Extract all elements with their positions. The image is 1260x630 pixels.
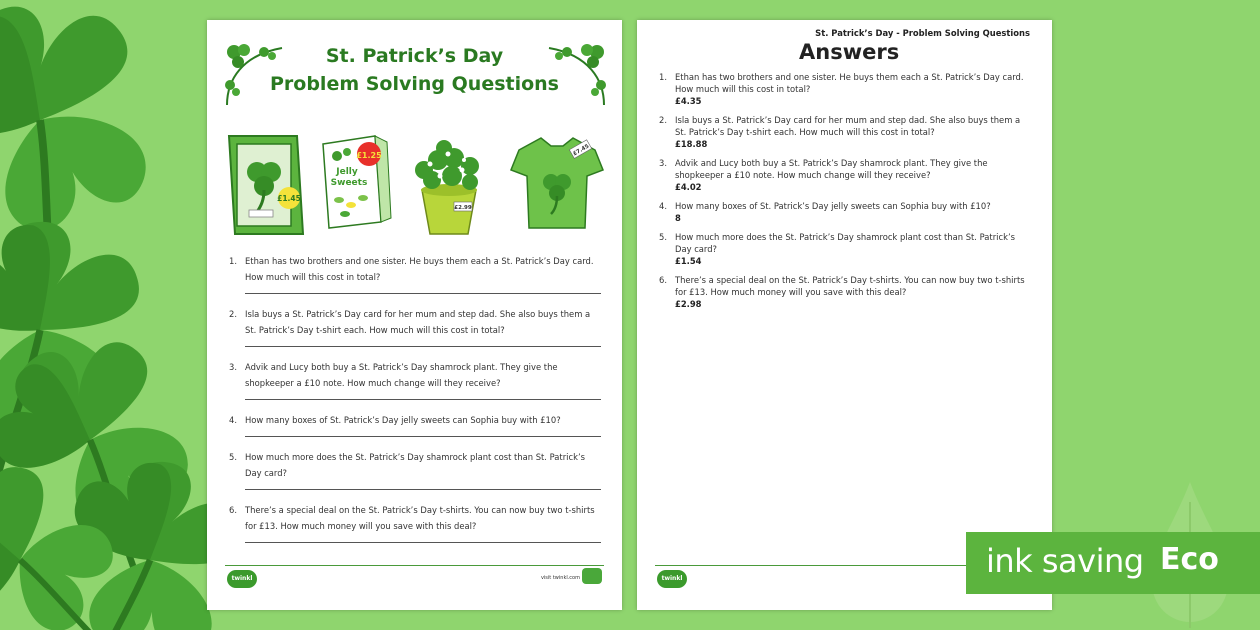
worksheet-title-line1: St. Patrick’s Day	[325, 45, 504, 67]
question-text: Isla buys a St. Patrick’s Day card for her mum and step dad. She also buys them a St. Patrick’s Day t-shirt each. How much will this cost in total?	[245, 309, 591, 335]
answer-value: £2.98	[675, 299, 702, 309]
card-price: £1.45	[277, 194, 301, 203]
answer-value: £1.54	[675, 256, 702, 266]
sweets-label-line2: Sweets	[330, 178, 368, 188]
answer-item	[659, 200, 1034, 224]
tshirt-illustration	[507, 130, 607, 234]
answer-question-text: How much more does the St. Patrick’s Day shamrock plant cost than St. Patrick’s Day card?	[675, 232, 1015, 254]
footer-badge-icon	[582, 568, 602, 584]
answers-worksheet	[637, 20, 1052, 610]
tshirt-price: £7.45	[572, 143, 591, 158]
answer-question-text: How many boxes of St. Patrick’s Day jelly sweets can Sophia buy with £10?	[675, 201, 991, 211]
question-text: Advik and Lucy both buy a St. Patrick’s Day shamrock plant. They give the shopkeeper a £10 note. How much change will they receive?	[245, 362, 558, 388]
answers-header: St. Patrick’s Day - Problem Solving Questions	[815, 28, 1030, 38]
question-item	[229, 306, 601, 338]
worksheet-title-line2: Problem Solving Questions	[269, 73, 559, 95]
answer-line[interactable]	[245, 542, 601, 543]
answer-item	[659, 157, 1034, 193]
twinkl-logo: twinkl	[657, 570, 687, 588]
answer-line[interactable]	[245, 293, 601, 294]
question-item	[229, 502, 601, 534]
sweets-price: £1.25	[356, 151, 382, 160]
questions-list	[229, 253, 601, 555]
answers-title: Answers	[799, 40, 900, 64]
eco-label: Eco	[1160, 542, 1219, 577]
question-text: How much more does the St. Patrick’s Day shamrock plant cost than St. Patrick’s Day card?	[245, 452, 585, 478]
answer-number: 5.	[659, 232, 667, 242]
answer-number: 1.	[659, 72, 667, 82]
answer-number: 3.	[659, 158, 667, 168]
answer-value: £4.02	[675, 182, 702, 192]
question-item	[229, 412, 601, 428]
plant-price: £2.99	[454, 205, 472, 211]
plant-illustration	[404, 130, 494, 238]
answer-number: 2.	[659, 115, 667, 125]
question-number: 6.	[229, 505, 237, 515]
answer-value: 8	[675, 213, 681, 223]
answer-item	[659, 71, 1034, 107]
ink-saving-badge	[966, 532, 1260, 594]
answer-line[interactable]	[245, 436, 601, 437]
answer-line[interactable]	[245, 399, 601, 400]
answer-line[interactable]	[245, 489, 601, 490]
answer-question-text: Isla buys a St. Patrick’s Day card for her mum and step dad. She also buys them a St. Patrick’s Day t-shirt each. How much will this cost in total?	[675, 115, 1021, 137]
footer-rule	[225, 565, 604, 566]
question-number: 2.	[229, 309, 237, 319]
question-text: There’s a special deal on the St. Patrick’s Day t-shirts. You can now buy two t-shirts for £13. How much money will you save with this deal?	[245, 505, 595, 531]
ink-saving-label: ink saving	[986, 542, 1144, 580]
answer-value: £18.88	[675, 139, 708, 149]
answer-item	[659, 274, 1034, 310]
sweets-label-line1: Jelly	[336, 167, 358, 177]
answer-question-text: Advik and Lucy both buy a St. Patrick’s Day shamrock plant. They give the shopkeeper a £10 note. How much change will they receive?	[675, 158, 988, 180]
question-number: 1.	[229, 256, 237, 266]
answer-item	[659, 114, 1034, 150]
question-text: How many boxes of St. Patrick’s Day jelly sweets can Sophia buy with £10?	[245, 415, 561, 425]
answer-number: 4.	[659, 201, 667, 211]
answer-line[interactable]	[245, 346, 601, 347]
question-item	[229, 359, 601, 391]
question-item	[229, 253, 601, 285]
answer-value: £4.35	[675, 96, 702, 106]
question-number: 4.	[229, 415, 237, 425]
answer-question-text: Ethan has two brothers and one sister. He buys them each a St. Patrick’s Day card. How much will this cost in total?	[675, 72, 1024, 94]
question-text: Ethan has two brothers and one sister. He buys them each a St. Patrick’s Day card. How much will this cost in total?	[245, 256, 594, 282]
question-item	[229, 449, 601, 481]
answer-number: 6.	[659, 275, 667, 285]
twinkl-logo: twinkl	[227, 570, 257, 588]
questions-worksheet	[207, 20, 622, 610]
card-illustration	[225, 130, 305, 242]
question-number: 3.	[229, 362, 237, 372]
question-number: 5.	[229, 452, 237, 462]
answer-item	[659, 231, 1034, 267]
worksheet-title	[267, 42, 562, 98]
answer-question-text: There’s a special deal on the St. Patrick’s Day t-shirts. You can now buy two t-shirts for £13. How much money will you save with this deal?	[675, 275, 1025, 297]
visit-link[interactable]: visit twinkl.com	[540, 575, 580, 581]
answers-list	[659, 71, 1034, 317]
sweets-illustration	[317, 130, 395, 230]
